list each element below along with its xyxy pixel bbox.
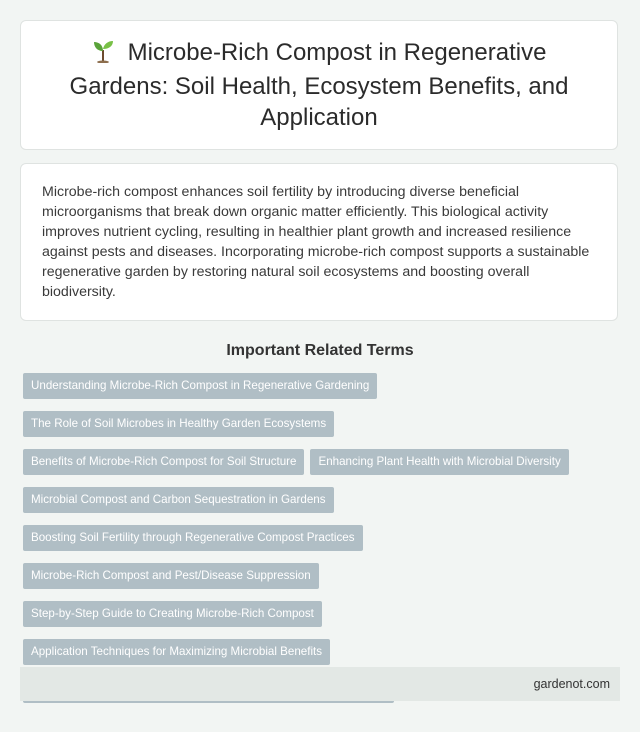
page-title — [59, 37, 579, 133]
seedling-icon — [92, 39, 114, 71]
summary-card — [20, 163, 618, 321]
related-term-tag[interactable]: Microbial Compost and Carbon Sequestration in Gardens — [23, 487, 334, 513]
related-term-tag[interactable]: The Role of Soil Microbes in Healthy Garden Ecosystems — [23, 411, 334, 437]
related-term-tag[interactable]: Understanding Microbe-Rich Compost in Regenerative Gardening — [23, 373, 377, 399]
related-terms-list — [23, 373, 619, 703]
summary-text: Microbe-rich compost enhances soil fertility by introducing diverse beneficial microorganisms that break down organic matter efficiently. This biological activity improves nutrient cycling, resulting in healthier plant growth and increased resilience against pests and diseases. Incorporating microbe-rich compost supports a sustainable regenerative garden by restoring natural soil ecosystems and boosting overall biodiversity. — [42, 184, 590, 300]
footer-site-link[interactable]: gardenot.com — [533, 677, 610, 691]
footer — [20, 667, 620, 701]
related-terms-heading: Important Related Terms — [226, 342, 414, 359]
related-term-tag[interactable]: Enhancing Plant Health with Microbial Diversity — [310, 449, 568, 475]
page-title-text: Microbe-Rich Compost in Regenerative Gardens: Soil Health, Ecosystem Benefits, and Application — [69, 39, 569, 131]
related-term-tag[interactable]: Step-by-Step Guide to Creating Microbe-Rich Compost — [23, 601, 322, 627]
related-term-tag[interactable]: Microbe-Rich Compost and Pest/Disease Suppression — [23, 563, 319, 589]
related-term-tag[interactable]: Benefits of Microbe-Rich Compost for Soil Structure — [23, 449, 304, 475]
related-term-tag[interactable]: Application Techniques for Maximizing Microbial Benefits — [23, 639, 330, 665]
related-term-tag[interactable]: Boosting Soil Fertility through Regenerative Compost Practices — [23, 525, 363, 551]
title-card — [20, 20, 618, 150]
